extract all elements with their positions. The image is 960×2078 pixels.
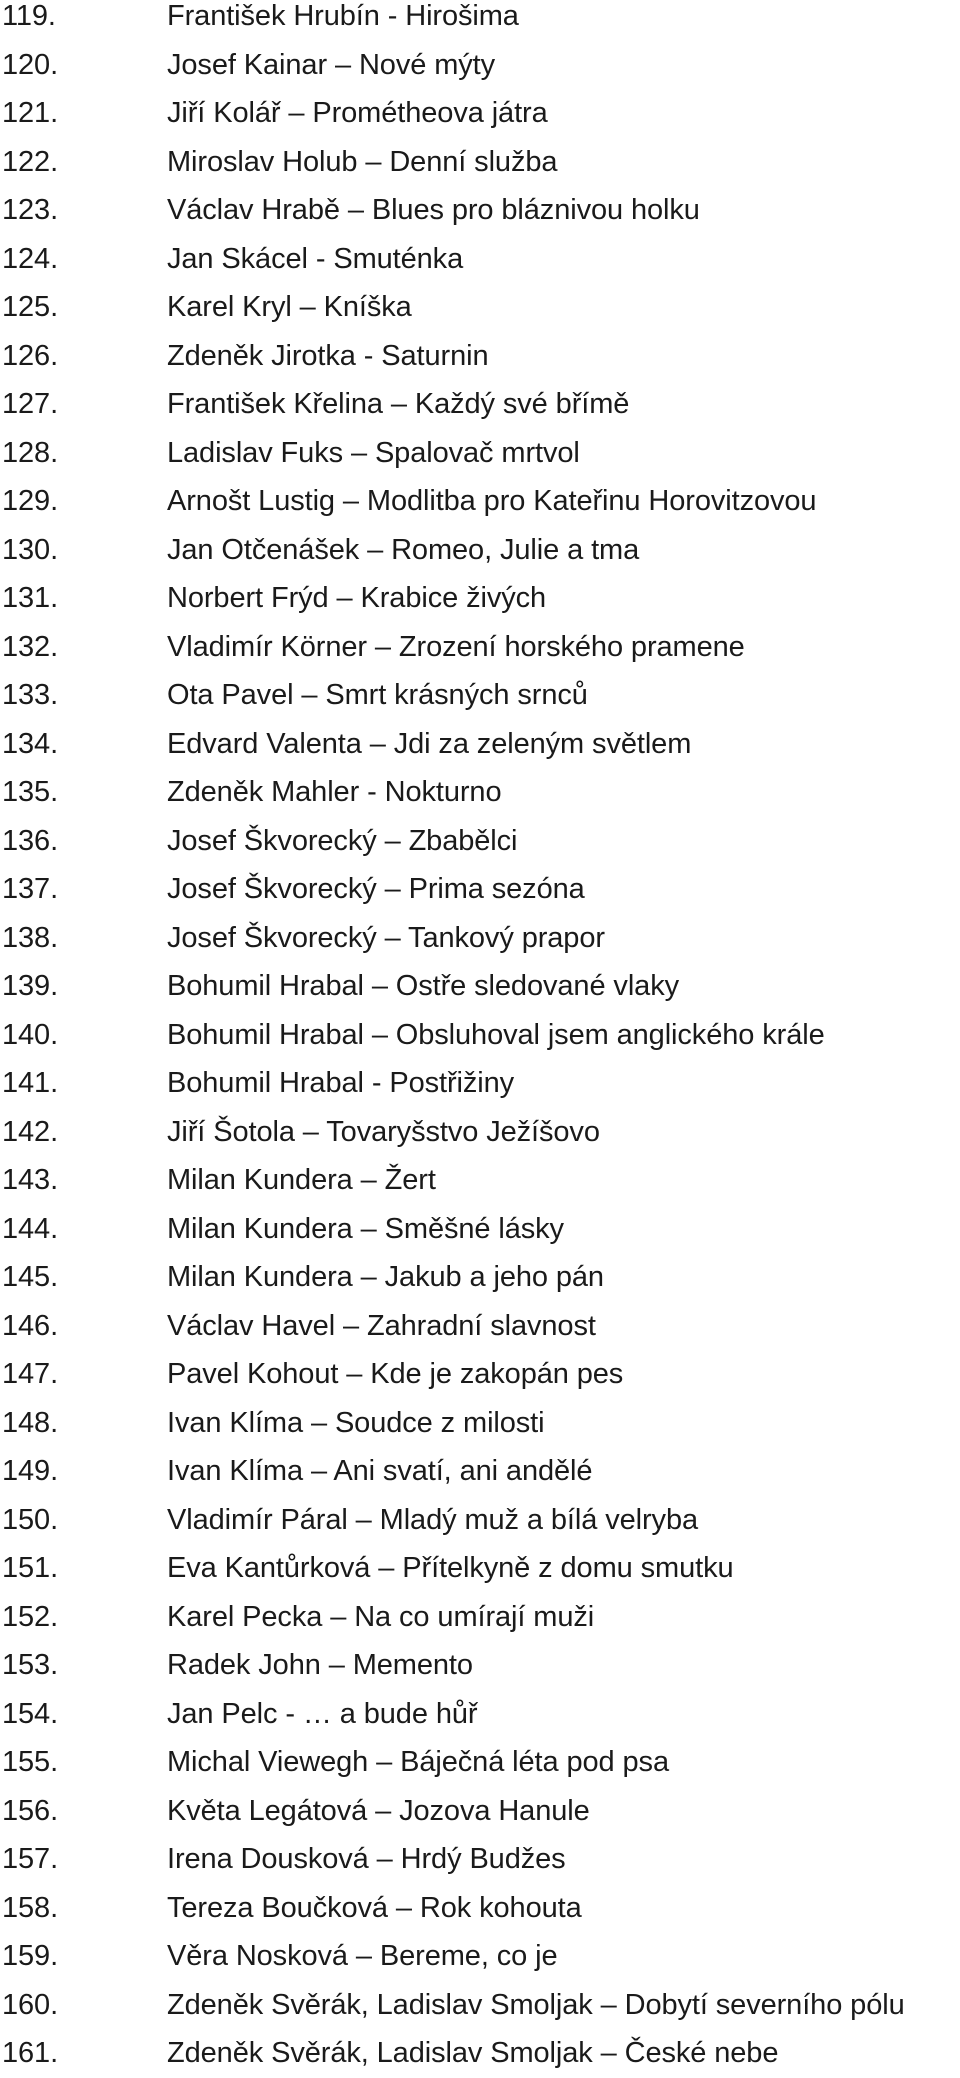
item-number: 142.: [2, 1115, 59, 1148]
item-number: 149.: [2, 1455, 59, 1487]
list-item: [0, 574, 960, 623]
item-text: Ivan Klíma – Ani svatí, ani andělé: [167, 1455, 593, 1487]
item-number: 153.: [2, 1649, 59, 1681]
item-text: Květa Legátová – Jozova Hanule: [167, 1794, 590, 1827]
item-number: 129.: [2, 485, 59, 517]
item-number: 120.: [2, 48, 59, 81]
item-number: 141.: [2, 1067, 59, 1099]
list-item: [0, 0, 960, 41]
item-number: 152.: [2, 1600, 59, 1633]
list-item: [0, 1108, 960, 1157]
list-item: [0, 332, 960, 381]
item-number: 121.: [2, 97, 59, 129]
item-number: 139.: [2, 970, 59, 1002]
item-number: 136.: [2, 824, 59, 857]
item-text: Jan Pelc - … a bude hůř: [167, 1697, 478, 1730]
list-item: [0, 41, 960, 90]
item-number: 151.: [2, 1552, 59, 1584]
item-number: 135.: [2, 776, 59, 808]
list-item: [0, 962, 960, 1011]
list-item: [0, 1496, 960, 1545]
list-item: [0, 429, 960, 478]
item-number: 131.: [2, 582, 59, 614]
item-text: Zdeněk Mahler - Nokturno: [167, 776, 502, 808]
item-text: Pavel Kohout – Kde je zakopán pes: [167, 1358, 624, 1390]
item-number: 145.: [2, 1261, 59, 1293]
item-number: 133.: [2, 679, 59, 711]
item-number: 143.: [2, 1164, 59, 1196]
item-text: Milan Kundera – Žert: [167, 1164, 436, 1196]
list-item: [0, 1690, 960, 1739]
list-item: [0, 526, 960, 575]
item-number: 130.: [2, 533, 59, 566]
item-text: Jan Skácel - Smuténka: [167, 242, 464, 275]
list-item: [0, 89, 960, 138]
item-number: 156.: [2, 1794, 59, 1827]
item-text: Josef Škvorecký – Tankový prapor: [167, 921, 605, 954]
item-text: Arnošt Lustig – Modlitba pro Kateřinu Horovitzovou: [167, 485, 817, 517]
item-number: 161.: [2, 2037, 59, 2069]
item-text: Bohumil Hrabal - Postřižiny: [167, 1067, 515, 1099]
item-text: Josef Škvorecký – Zbabělci: [167, 824, 518, 857]
list-item: [0, 2029, 960, 2078]
item-text: Jiří Kolář – Prométheova játra: [167, 97, 548, 129]
item-text: Eva Kantůrková – Přítelkyně z domu smutku: [167, 1552, 734, 1584]
list-item: [0, 380, 960, 429]
item-number: 138.: [2, 921, 59, 954]
list-item: [0, 914, 960, 963]
item-text: Milan Kundera – Směšné lásky: [167, 1212, 564, 1245]
item-number: 128.: [2, 436, 59, 469]
item-text: Tereza Boučková – Rok kohouta: [167, 1891, 582, 1924]
item-text: Edvard Valenta – Jdi za zeleným světlem: [167, 727, 692, 760]
item-number: 126.: [2, 339, 59, 372]
item-number: 137.: [2, 873, 59, 905]
item-number: 157.: [2, 1843, 59, 1875]
item-text: Milan Kundera – Jakub a jeho pán: [167, 1261, 604, 1293]
item-number: 150.: [2, 1503, 59, 1536]
item-text: Michal Viewegh – Báječná léta pod psa: [167, 1746, 669, 1778]
item-number: 146.: [2, 1309, 59, 1342]
item-text: Irena Dousková – Hrdý Budžes: [167, 1843, 566, 1875]
item-text: Jiří Šotola – Tovaryšstvo Ježíšovo: [167, 1115, 600, 1148]
item-number: 147.: [2, 1358, 59, 1390]
list-item: [0, 1884, 960, 1933]
item-number: 160.: [2, 1988, 59, 2021]
item-text: Karel Pecka – Na co umírají muži: [167, 1600, 595, 1633]
item-text: Věra Nosková – Bereme, co je: [167, 1940, 558, 1972]
list-item: [0, 1981, 960, 2030]
item-number: 125.: [2, 291, 59, 323]
item-text: Václav Hrabě – Blues pro bláznivou holku: [167, 194, 700, 226]
list-item: [0, 1011, 960, 1060]
item-number: 154.: [2, 1697, 59, 1730]
item-text: František Křelina – Každý své břímě: [167, 388, 630, 420]
list-item: [0, 1350, 960, 1399]
list-item: [0, 1738, 960, 1787]
item-number: 123.: [2, 194, 59, 226]
item-number: 158.: [2, 1891, 59, 1924]
list-item: [0, 768, 960, 817]
list-item: [0, 138, 960, 187]
list-item: [0, 1059, 960, 1108]
list-item: [0, 1253, 960, 1302]
item-number: 119.: [2, 0, 56, 32]
list-item: [0, 283, 960, 332]
list-item: [0, 1787, 960, 1836]
item-text: Karel Kryl – Kníška: [167, 291, 412, 323]
list-item: [0, 1447, 960, 1496]
list-item: [0, 623, 960, 672]
item-number: 127.: [2, 388, 59, 420]
item-text: Jan Otčenášek – Romeo, Julie a tma: [167, 533, 640, 566]
item-text: Ota Pavel – Smrt krásných srnců: [167, 679, 588, 711]
item-text: František Hrubín - Hirošima: [167, 0, 519, 32]
list-item: [0, 1156, 960, 1205]
item-text: Ladislav Fuks – Spalovač mrtvol: [167, 436, 580, 469]
list-item: [0, 671, 960, 720]
item-text: Miroslav Holub – Denní služba: [167, 145, 558, 178]
list-item: [0, 1835, 960, 1884]
item-text: Josef Škvorecký – Prima sezóna: [167, 873, 585, 905]
item-number: 148.: [2, 1406, 59, 1439]
item-text: Ivan Klíma – Soudce z milosti: [167, 1406, 545, 1439]
item-text: Bohumil Hrabal – Ostře sledované vlaky: [167, 970, 679, 1002]
item-text: Vladimír Páral – Mladý muž a bílá velryba: [167, 1503, 698, 1536]
list-item: [0, 1593, 960, 1642]
item-number: 134.: [2, 727, 59, 760]
item-number: 124.: [2, 242, 59, 275]
list-item: [0, 817, 960, 866]
list-item: [0, 1932, 960, 1981]
list-item: [0, 1544, 960, 1593]
list-item: [0, 235, 960, 284]
list-item: [0, 477, 960, 526]
item-text: Václav Havel – Zahradní slavnost: [167, 1309, 596, 1342]
item-text: Bohumil Hrabal – Obsluhoval jsem anglického krále: [167, 1018, 825, 1051]
item-text: Zdeněk Svěrák, Ladislav Smoljak – České nebe: [167, 2037, 779, 2069]
item-text: Norbert Frýd – Krabice živých: [167, 582, 547, 614]
list-item: [0, 1302, 960, 1351]
list-item: [0, 720, 960, 769]
item-number: 132.: [2, 630, 59, 663]
list-item: [0, 1641, 960, 1690]
item-number: 159.: [2, 1940, 59, 1972]
item-number: 155.: [2, 1746, 59, 1778]
item-number: 140.: [2, 1018, 59, 1051]
item-text: Zdeněk Svěrák, Ladislav Smoljak – Dobytí severního pólu: [167, 1988, 905, 2021]
item-text: Vladimír Körner – Zrození horského pramene: [167, 630, 745, 663]
item-text: Josef Kainar – Nové mýty: [167, 48, 496, 81]
item-number: 144.: [2, 1212, 59, 1245]
item-text: Radek John – Memento: [167, 1649, 473, 1681]
item-text: Zdeněk Jirotka - Saturnin: [167, 339, 489, 372]
list-item: [0, 186, 960, 235]
item-number: 122.: [2, 145, 59, 178]
list-item: [0, 865, 960, 914]
list-item: [0, 1205, 960, 1254]
list-item: [0, 1399, 960, 1448]
